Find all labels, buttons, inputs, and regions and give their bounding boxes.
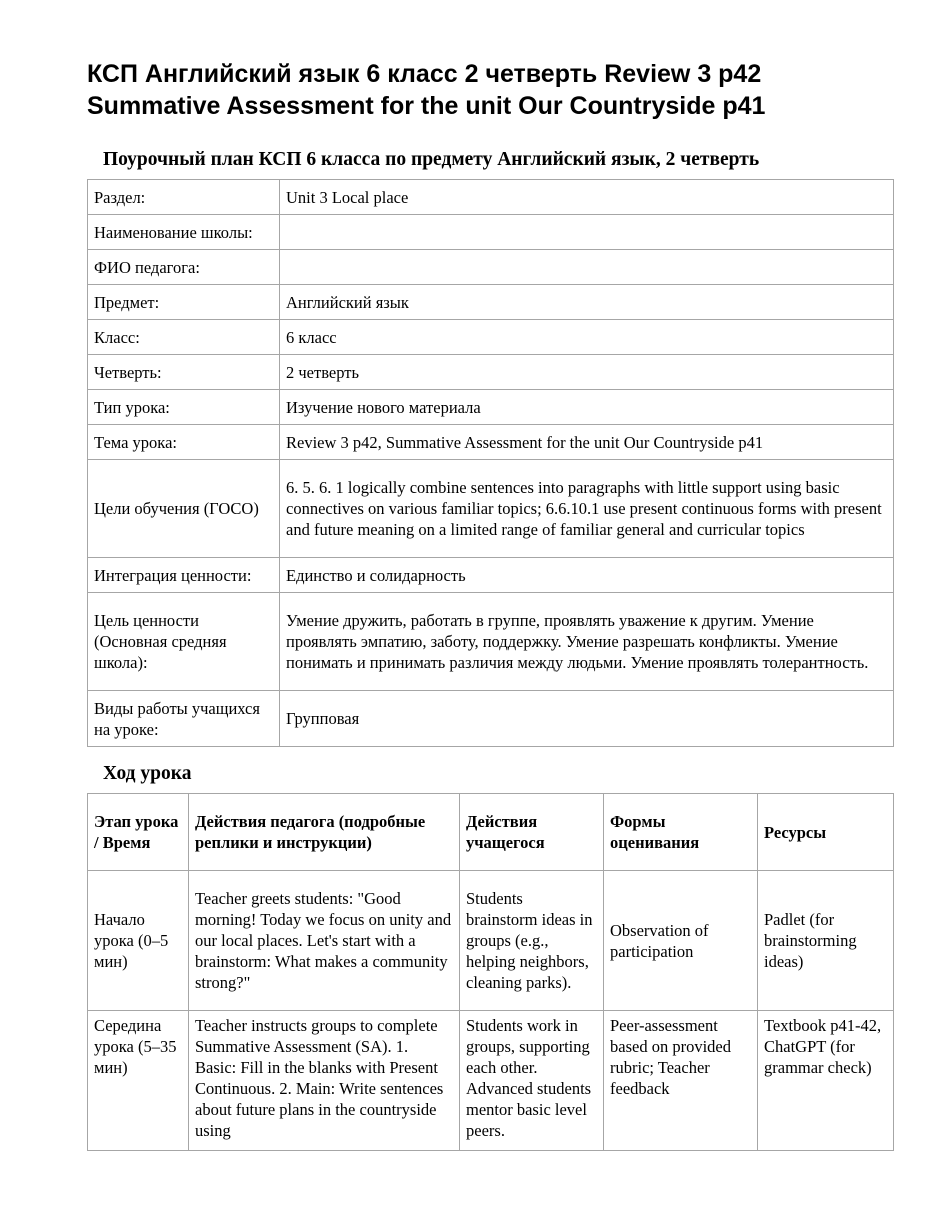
resources-cell: Padlet (for brainstorming ideas) [758,871,894,1011]
document-title [87,58,893,122]
lesson-flow-heading: Ход урока [103,763,192,784]
column-header-assessment: Формы оценивания [604,794,758,871]
column-header-student-actions: Действия учащегося [460,794,604,871]
info-value: Групповая [280,691,894,747]
info-value: 2 четверть [280,355,894,390]
info-value: Единство и солидарность [280,558,894,593]
resources-cell: Textbook p41-42, ChatGPT (for grammar check) [758,1011,894,1151]
lesson-flow-table [87,793,894,1151]
info-label: Четверть: [88,355,280,390]
info-label: Интеграция ценности: [88,558,280,593]
info-label: Наименование школы: [88,215,280,250]
info-row-value-goal [88,593,894,691]
lesson-info-table [87,179,894,747]
info-value: Умение дружить, работать в группе, проявлять уважение к другим. Умение проявлять эмпатию, заботу, поддержку. Умение разрешать конфликты. Умение понимать и принимать различия между людьми. Умение проявлять толерантность. [280,593,894,691]
stage-cell: Начало урока (0–5 мин) [88,871,189,1011]
info-value: Unit 3 Local place [280,180,894,215]
info-row-quarter [88,355,894,390]
info-label: Тип урока: [88,390,280,425]
info-value: 6. 5. 6. 1 logically combine sentences into paragraphs with little support using basic connectives on various familiar topics; 6.6.10.1 use present continuous forms with present and future meaning on a limited range of familiar general and curricular topics [280,460,894,558]
info-value [280,215,894,250]
document-title-line-2: Summative Assessment for the unit Our Countryside p41 [87,92,766,120]
column-header-teacher-actions: Действия педагога (подробные реплики и инструкции) [189,794,460,871]
info-row-section [88,180,894,215]
teacher-actions-cell: Teacher instructs groups to complete Summative Assessment (SA). 1. Basic: Fill in the blanks with Present Continuous. 2. Main: Write sentences about future plans in the countryside using [189,1011,460,1151]
info-row-teacher [88,250,894,285]
info-label: Предмет: [88,285,280,320]
column-header-stage: Этап урока / Время [88,794,189,871]
info-label: Цель ценности (Основная средняя школа): [88,593,280,691]
info-label: Виды работы учащихся на уроке: [88,691,280,747]
info-row-lesson-type [88,390,894,425]
info-row-learning-objectives [88,460,894,558]
assessment-cell: Observation of participation [604,871,758,1011]
info-row-work-types [88,691,894,747]
info-value: Review 3 p42, Summative Assessment for the unit Our Countryside p41 [280,425,894,460]
info-label: Тема урока: [88,425,280,460]
teacher-actions-cell: Teacher greets students: "Good morning! Today we focus on unity and our local places. Let's start with a brainstorm: What makes a community strong?" [189,871,460,1011]
student-actions-cell: Students brainstorm ideas in groups (e.g., helping neighbors, cleaning parks). [460,871,604,1011]
lesson-plan-heading: Поурочный план КСП 6 класса по предмету Английский язык, 2 четверть [103,149,760,170]
info-label: Цели обучения (ГОСО) [88,460,280,558]
info-label: ФИО педагога: [88,250,280,285]
assessment-cell: Peer-assessment based on provided rubric; Teacher feedback [604,1011,758,1151]
info-value: Изучение нового материала [280,390,894,425]
flow-row-start [88,871,894,1011]
stage-cell: Середина урока (5–35 мин) [88,1011,189,1151]
info-label: Класс: [88,320,280,355]
info-row-school [88,215,894,250]
column-header-resources: Ресурсы [758,794,894,871]
info-row-grade [88,320,894,355]
info-label: Раздел: [88,180,280,215]
flow-header-row [88,794,894,871]
info-row-value-integration [88,558,894,593]
info-value: 6 класс [280,320,894,355]
info-value [280,250,894,285]
info-row-lesson-topic [88,425,894,460]
flow-row-middle [88,1011,894,1151]
document-title-line-1: КСП Английский язык 6 класс 2 четверть Review 3 p42 [87,60,762,88]
info-value: Английский язык [280,285,894,320]
info-row-subject [88,285,894,320]
student-actions-cell: Students work in groups, supporting each other. Advanced students mentor basic level peers. [460,1011,604,1151]
